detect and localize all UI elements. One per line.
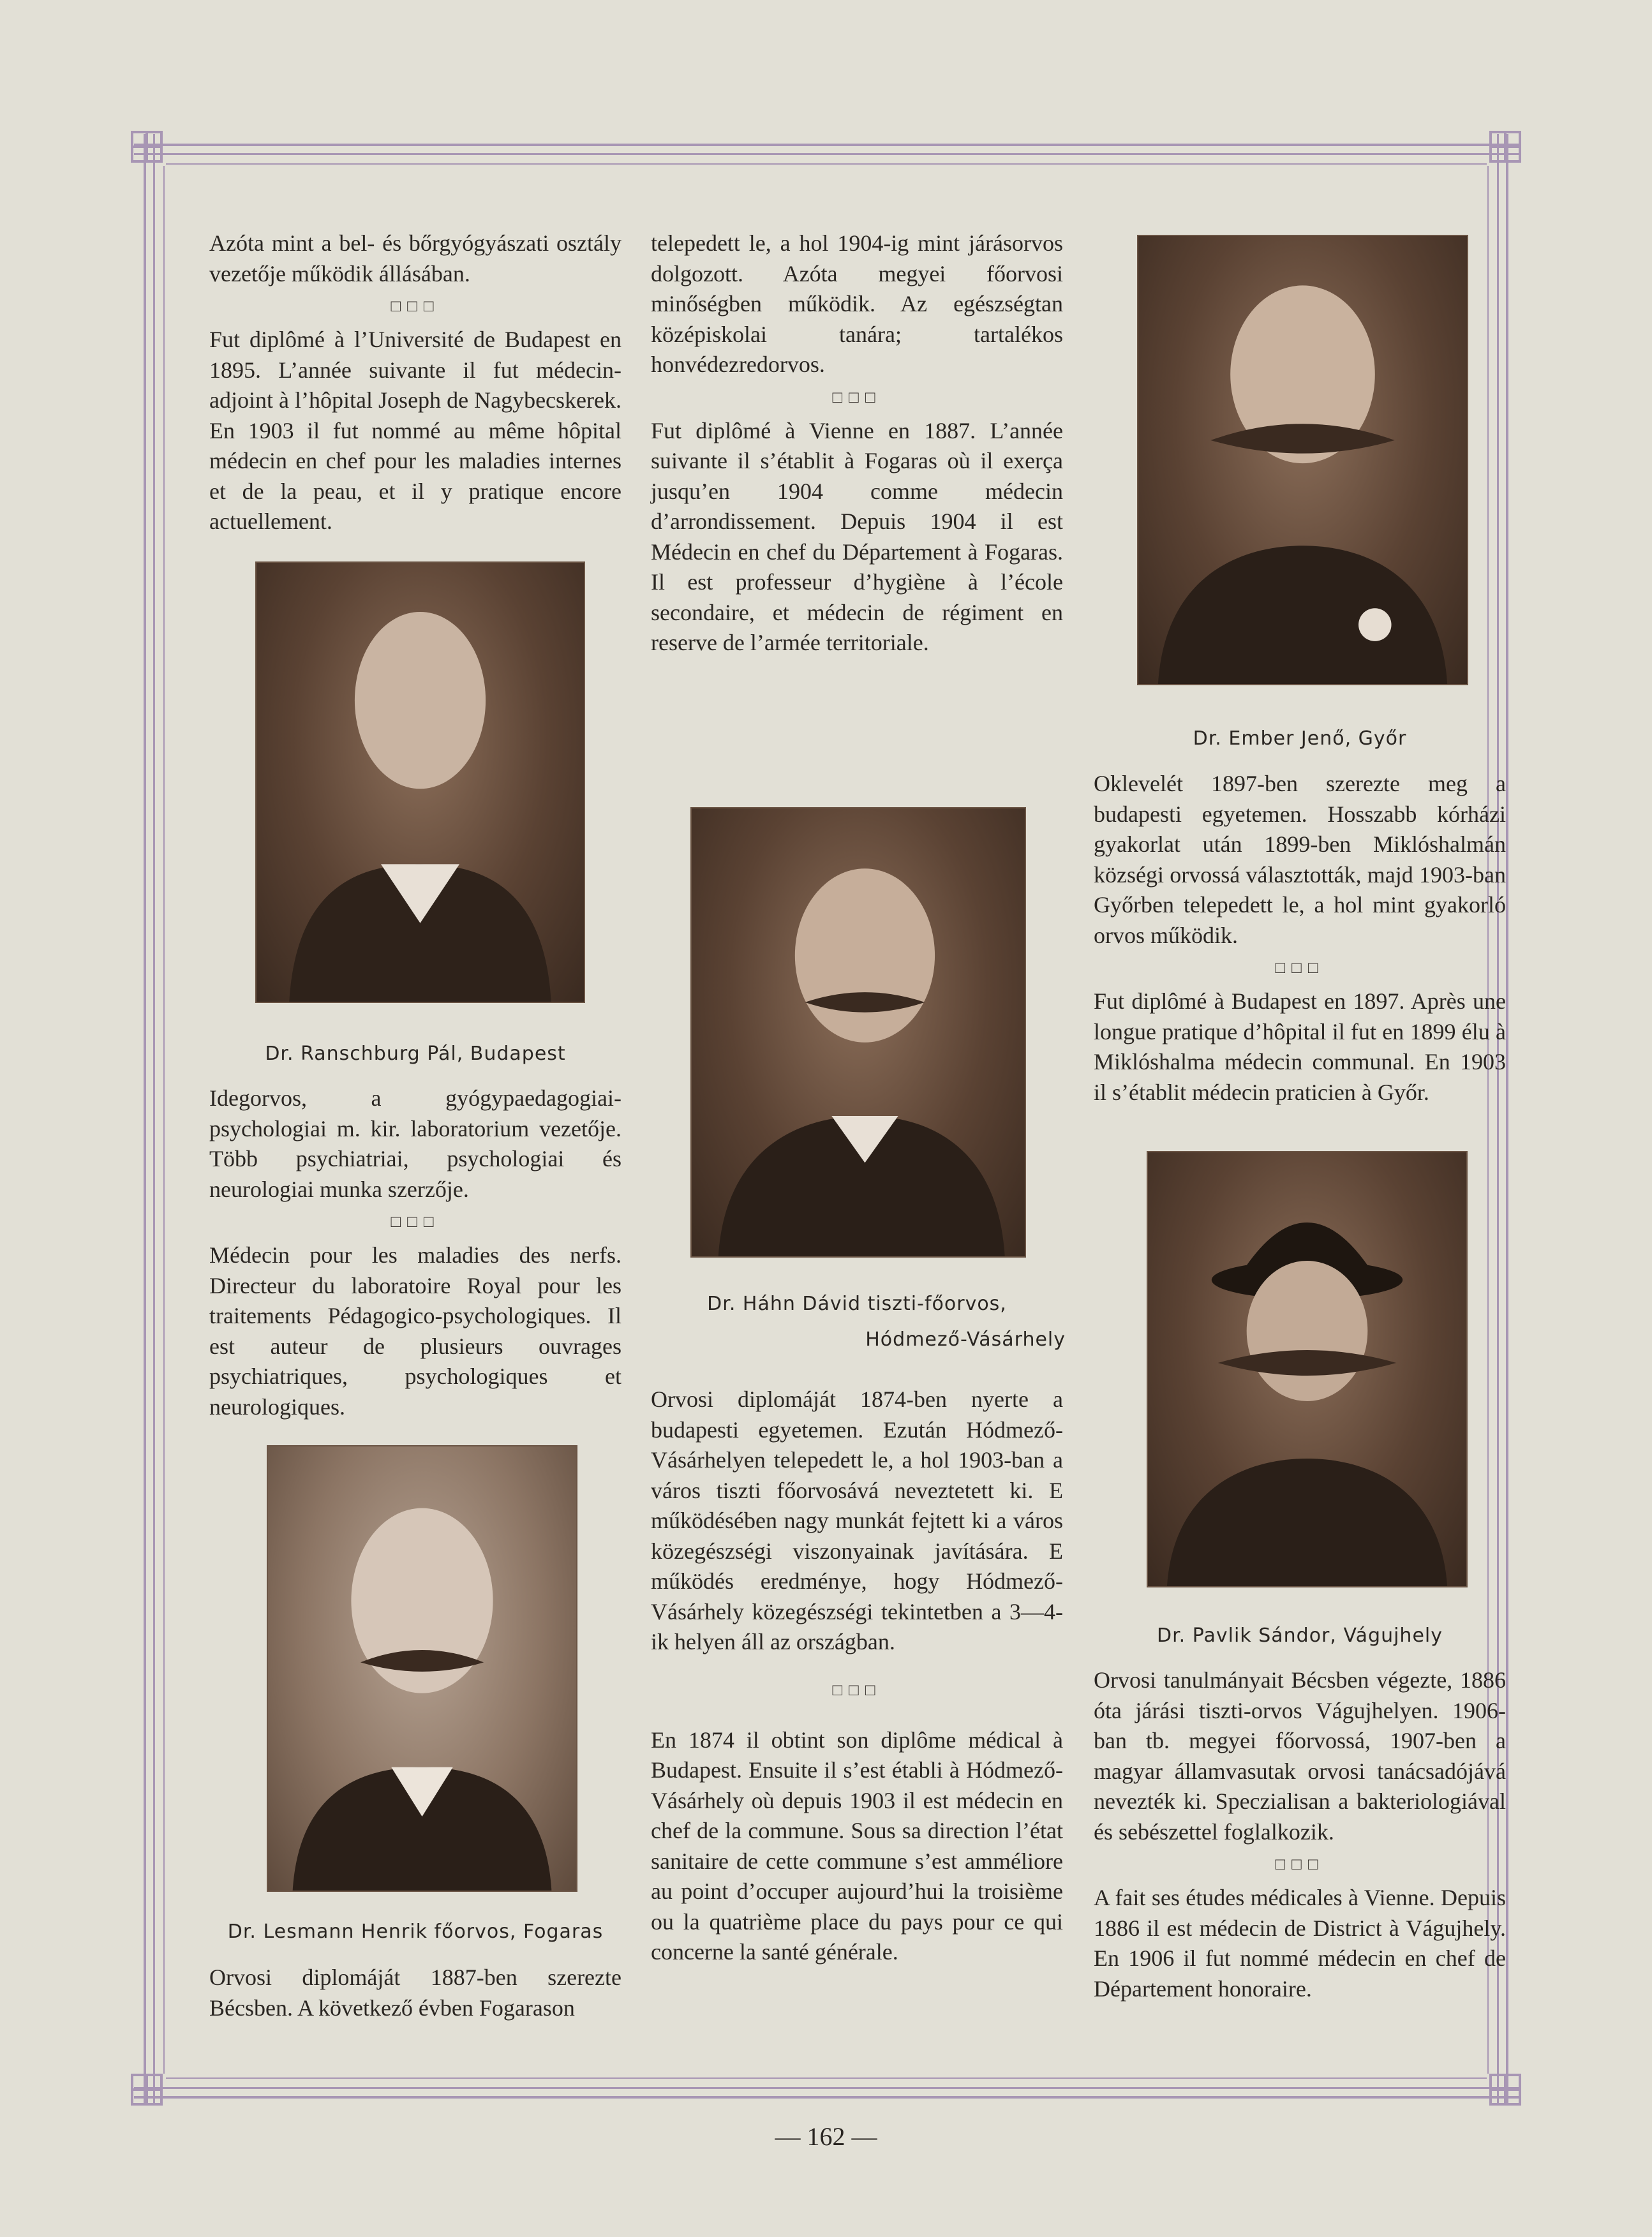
portrait-lesmann-photo <box>267 1445 577 1892</box>
section-separator: □□□ <box>1275 1855 1325 1873</box>
col2-paragraph-3: Orvosi diplomáját 1874-ben nyerte a budapesti egyetemen. Ezután Hódmező-Vásárhelyen telepedett le, a hol 1903-ban a város tiszti főorvosává neveztetett ki. E működésében nagy munkát fejtett ki a város közegészségi viszonyainak javítására. E működés eredménye, hogy Hódmező-Vásárhely közegészségi tekintetben a 3—4-ik helyen áll az országban. <box>651 1386 1063 1654</box>
frame-corner-top-right <box>1489 131 1521 163</box>
col3-paragraph-4: A fait ses études médicales à Vienne. Depuis 1886 il est médecin de District à Vágujhely. En 1906 il fut nommé médecin en chef de Département honoraire. <box>1094 1885 1506 2002</box>
col1-paragraph-2: Fut diplômé à l’Université de Budapest en 1895. L’année suivante il fut médecin-adjoint à l’hôpital Joseph de Nagybecskerek. En 1903 il fut nommé au même hôpital médecin en chef pour les maladies internes et de la peau, et il y pratique encore actuellement. <box>209 327 621 534</box>
caption-hahn-line-1: Dr. Háhn Dávid tiszti-főorvos, <box>707 1293 1007 1315</box>
col2-paragraph-4: En 1874 il obtint son diplôme médical à Budapest. Ensuite il s’est établi à Hódmező-Vásárhely où depuis 1903 il est médecin en chef de la commune. Sous sa direction l’état sanitaire de cette commune s’est amméliore au point d’occuper aujourd’hui la troisième ou la quatrième place du pays pour ce qui concerne la santé générale. <box>651 1727 1063 1965</box>
frame-corner-top-left <box>131 131 163 163</box>
portrait-hahn-photo <box>690 807 1026 1258</box>
column-3-middle <box>1094 769 1506 1108</box>
caption-ranschburg: Dr. Ranschburg Pál, Budapest <box>265 1043 566 1065</box>
col3-paragraph-2: Fut diplômé à Budapest en 1897. Après une longue pratique d’hôpital il fut en 1899 élu à Miklóshalma médecin communal. En 1903 il s’établit médecin praticien à Győr. <box>1094 988 1506 1105</box>
caption-hahn-line-2: Hódmező-Vásárhely <box>865 1328 1066 1351</box>
section-separator: □□□ <box>1275 958 1325 977</box>
col1-paragraph-1: Azóta mint a bel- és bőrgyógyászati osztály vezetője működik állásában. <box>209 230 621 286</box>
column-1-bottom <box>209 1963 621 2023</box>
col2-paragraph-2: Fut diplômé à Vienne en 1887. L’année suivante il s’établit à Fogaras où il exerça jusqu’en 1904 comme médecin d’arrondissement. Depuis 1904 il est Médecin en chef du Département à Fogaras. Il est professeur d’hygiène à l’école secondaire, et médecin de régiment en reserve de l’armée territoriale. <box>651 417 1063 655</box>
portrait-ranschburg-photo <box>255 561 585 1003</box>
column-2-top <box>651 228 1063 658</box>
section-separator: □□□ <box>391 1212 440 1231</box>
column-3-bottom <box>1094 1665 1506 2004</box>
page-number: — 162 — <box>775 2122 877 2151</box>
column-1-middle <box>209 1083 621 1422</box>
column-2-bottom <box>651 1385 1063 1968</box>
col1-paragraph-5: Orvosi diplomáját 1887-ben szerezte Bécsben. A következő évben Fogarason <box>209 1965 621 2021</box>
caption-lesmann: Dr. Lesmann Henrik főorvos, Fogaras <box>227 1921 604 1943</box>
col3-paragraph-1: Oklevelét 1897-ben szerezte meg a budapesti egyetemen. Hosszabb kórházi gyakorlat után 1899-ben Miklóshalmán községi orvossá választották, majd 1903-ban Győrben telepedett le, a hol mint gyakorló orvos működik. <box>1094 771 1506 948</box>
portrait-pavlik-photo <box>1147 1151 1468 1587</box>
col3-paragraph-3: Orvosi tanulmányait Bécsben végezte, 1886 óta járási tiszti-orvos Vágujhelyen. 1906-ban tb. megyei főorvossá, 1907-ben a magyar államvasutak orvosi tanácsadójává nevezték ki. Speczialisan a bakteriologiával és sebészettel foglalkozik. <box>1094 1667 1506 1845</box>
caption-ember: Dr. Ember Jenő, Győr <box>1193 727 1407 750</box>
frame-corner-bottom-left <box>131 2074 163 2106</box>
section-separator: □□□ <box>832 387 882 406</box>
caption-pavlik: Dr. Pavlik Sándor, Vágujhely <box>1157 1624 1443 1647</box>
portrait-ember-photo <box>1137 235 1468 685</box>
section-separator: □□□ <box>391 297 440 315</box>
column-1-top <box>209 228 621 537</box>
col1-paragraph-4: Médecin pour les maladies des nerfs. Directeur du laboratoire Royal pour les traitements Pédagogico-psychologiques. Il est auteur de plusieurs ouvrages psychiatriques, psychologiques et neurologiques. <box>209 1242 621 1420</box>
col1-paragraph-3: Idegorvos, a gyógypaedagogiai-psychologiai m. kir. laboratorium vezetője. Több psychiatriai, psychologiai és neurologiai munka szerzője. <box>209 1085 621 1202</box>
section-separator: □□□ <box>832 1680 882 1699</box>
frame-corner-bottom-right <box>1489 2074 1521 2106</box>
col2-paragraph-1: telepedett le, a hol 1904-ig mint járásorvos dolgozott. Azóta megyei főorvosi minőségben működik. Az egészségtan középiskolai tanára; tartalékos honvédezredorvos. <box>651 230 1063 377</box>
